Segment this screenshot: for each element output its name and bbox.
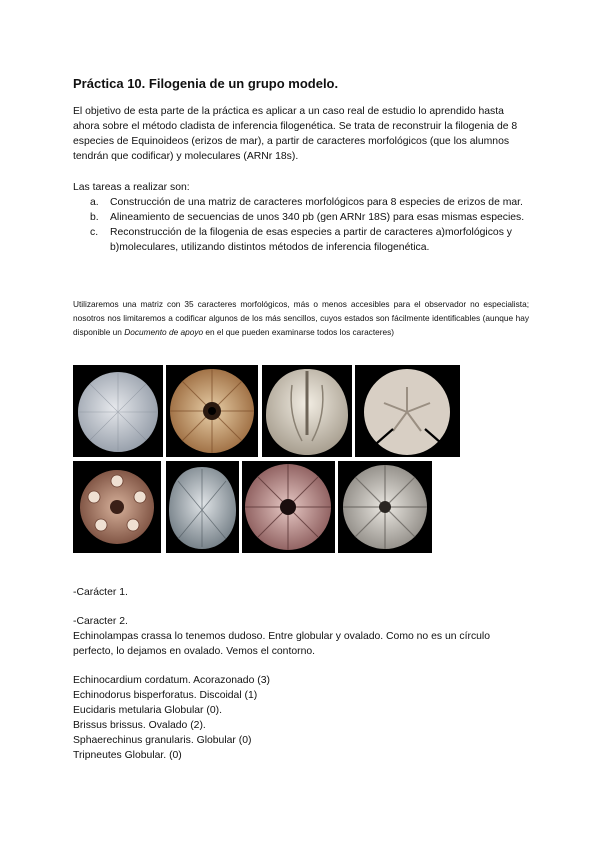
- species-entry: Sphaerechinus granularis. Globular (0): [73, 735, 252, 746]
- matrix-note: [73, 297, 529, 339]
- intro-paragraph: El objetivo de esta parte de la práctica es aplicar a un caso real de estudio lo aprendido hasta ahora sobre el método cladista de inferencia filogenética. Se trata de reconstruir la filogenia de 8 especies de Equinoideos (erizos de mar), a partir de caracteres morfológicos (que los alumnos tendrán que codificar) y moleculares (ARNr 18s).: [73, 106, 518, 162]
- page-title: Práctica 10. Filogenia de un grupo modelo.: [73, 76, 339, 91]
- species-entry: Echinocardium cordatum. Acorazonado (3): [73, 675, 270, 686]
- task-marker: b.: [90, 212, 99, 223]
- task-marker: c.: [90, 227, 99, 238]
- character-1-heading: -Carácter 1.: [73, 587, 128, 598]
- support-document-reference: Documento de apoyo: [124, 327, 204, 337]
- urchin-photo-8: [338, 461, 432, 553]
- character-2-note: Echinolampas crassa lo tenemos dudoso. Entre globular y ovalado. Como no es un círculo perfecto, lo dejamos en ovalado. Vemos el contorno.: [73, 631, 491, 657]
- urchin-photo-1: [73, 365, 163, 457]
- urchin-photo-2: [166, 365, 258, 457]
- matrix-note-text-end: en el que pueden examinarse todos los caracteres): [203, 327, 395, 337]
- urchin-photo-6: [166, 461, 239, 553]
- urchin-photo-3: [262, 365, 352, 457]
- task-item: [73, 225, 531, 255]
- task-list: [73, 195, 531, 255]
- task-marker: a.: [90, 197, 99, 208]
- urchin-photo-5: [73, 461, 161, 553]
- species-entry: Brissus brissus. Ovalado (2).: [73, 720, 206, 731]
- urchin-photo-4: [355, 365, 460, 457]
- matrix-note-text: Utilizaremos una matriz con 35 caracteres morfológicos, más o menos accesibles para el observador no especialista; nosotros nos limitaremos a codificar algunos de los más sencillos, cuyos estados son fácilmente identificables (aunque hay disponible un: [73, 299, 529, 337]
- task-text: Alineamiento de secuencias de unos 340 pb (gen ARNr 18S) para esas mismas especies.: [110, 212, 525, 223]
- species-entry: Tripneutes Globular. (0): [73, 750, 182, 761]
- task-item: [73, 210, 531, 225]
- character-2-heading: -Caracter 2.: [73, 616, 128, 627]
- task-text: Reconstrucción de la filogenia de esas especies a partir de caracteres a)morfológicos y b)moleculares, utilizando distintos métodos de inferencia filogenética.: [110, 227, 512, 253]
- urchin-photo-7: [242, 461, 335, 553]
- task-item: [73, 195, 531, 210]
- species-entry: Eucidaris metularia Globular (0).: [73, 705, 222, 716]
- task-text: Construcción de una matriz de caracteres morfológicos para 8 especies de erizos de mar.: [110, 197, 523, 208]
- species-entry: Echinodorus bisperforatus. Discoidal (1): [73, 690, 258, 701]
- tasks-heading: Las tareas a realizar son:: [73, 182, 190, 193]
